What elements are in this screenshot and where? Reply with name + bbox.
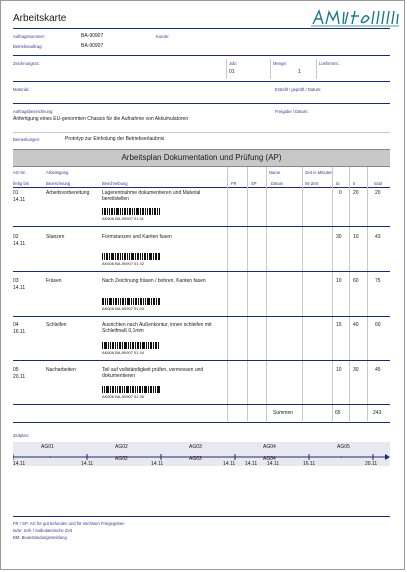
divider (270, 59, 271, 79)
row-rule (13, 271, 390, 272)
tl-date-7: 16.11 (303, 461, 316, 467)
row-1-code: AK606 BA-90907 01 01 (102, 216, 145, 221)
tl-date-4: 14.11 (223, 461, 236, 467)
col-arbeitsgang: Arbeitsgang (46, 170, 69, 175)
col-bezeichnung: Bezeichnung (46, 181, 71, 186)
row-2-date: 14.11 (13, 241, 26, 247)
row-2-ta: 30 (336, 234, 342, 240)
row-rule (13, 226, 390, 227)
col-ta: ta (336, 181, 340, 186)
summen-ta: 65 (335, 410, 341, 416)
betriebsauftrag-value: BA-90907 (81, 43, 104, 49)
bemerkungen-label: Bemerkungen: (13, 137, 41, 142)
row-rule (13, 360, 390, 361)
row-3-total: 75 (375, 278, 381, 284)
rule-4 (13, 132, 390, 133)
kunde-label: Kunde: (156, 34, 170, 39)
row-1-beschreibung: Lagerentnahme dokumentieren und Material bereitstellen (102, 190, 201, 203)
row-2-bezeichnung: Stanzen (46, 234, 65, 240)
rule-3 (13, 103, 390, 104)
summen-label: Summen (273, 410, 294, 416)
col-divider (367, 167, 368, 421)
row-4-date: 16.11 (13, 329, 26, 335)
row-2-tr: 10 (353, 234, 359, 240)
row-4-barcode (102, 342, 160, 349)
auftragsnummer-label: Auftragsnummer: (13, 34, 46, 39)
page-title: Arbeitskarte (13, 13, 67, 24)
col-tr: tr (353, 181, 356, 186)
header-rule (13, 187, 390, 188)
row-5-tr: 30 (353, 367, 359, 373)
row-3-tr: 60 (353, 278, 359, 284)
row-3-nr: 03 (13, 278, 19, 284)
col-divider (302, 167, 303, 421)
row-3-bezeichnung: Fräsen (46, 278, 62, 284)
col-name: Name (269, 170, 281, 175)
table-end-rule (13, 422, 390, 423)
row-5-code: AK606 BA-90907 01 05 (102, 394, 145, 399)
row-3-beschreibung: Nach Zeichnung fräsen / bohren, Kanten fasen (102, 278, 206, 284)
row-5-total: 45 (375, 367, 381, 373)
bemerkungen-value: Prototyp zur Einholung der Betriebserlaubnis (65, 136, 165, 142)
row-1-ta: 0 (339, 190, 342, 196)
tl-ag-top-3: AG04 (263, 444, 276, 450)
col-ag-nr: AG-Nr. (13, 170, 26, 175)
auftragsbezeichnung-label: Auftragsbezeichnung: (13, 109, 54, 114)
menge-value: 1 (298, 69, 301, 75)
row-4-beschreibung: Ausrichten nach Außenkontur, innen schleifen mit Schleifmaß 0,1mm (102, 322, 212, 335)
tl-date-1: 14.11 (13, 461, 26, 467)
footer-line-2: ta/te: Soll- / Kalkulatorische Zeit (13, 528, 72, 533)
tl-date-3: 14.11 (151, 461, 164, 467)
rule-2 (13, 81, 390, 82)
footer-line-3: BM: Beanstandungsmeldung (13, 535, 67, 540)
row-1-nr: 01 (13, 190, 19, 196)
row-4-total: 60 (375, 322, 381, 328)
company-logo (311, 8, 399, 28)
tl-date-8: 20.11 (365, 461, 378, 467)
row-rule (13, 316, 390, 317)
row-5-bezeichnung: Nacharbeiten (46, 367, 76, 373)
row-2-beschreibung: Formstanzen und Kanten fasen (102, 234, 172, 240)
row-1-barcode (102, 208, 160, 215)
divider (226, 59, 227, 79)
row-2-barcode (102, 253, 160, 260)
plan-title: Arbeitsplan Dokumentation und Prüfung (AP) (121, 153, 282, 162)
material-label: Material: (13, 87, 30, 92)
menge-label: Menge: (273, 61, 287, 66)
tl-ag-bottom-3: AG04 (263, 456, 276, 462)
row-4-tr: 40 (353, 322, 359, 328)
col-beschreibung: Beschreibung (102, 181, 128, 186)
tl-date-5: 14.11 (245, 461, 258, 467)
col-fr: FR (231, 181, 237, 186)
col-divider (332, 167, 333, 421)
tl-date-6: 14.11 (267, 461, 280, 467)
col-zeit-in-minuten: Zeit in Minuten (305, 170, 333, 175)
col-divider (247, 167, 248, 421)
tl-ag-bottom-1: AG02 (115, 456, 128, 462)
plan-title-bar (13, 149, 390, 167)
rule-1 (13, 55, 390, 56)
row-1-total: 20 (375, 190, 381, 196)
row-3-date: 14.11 (13, 285, 26, 291)
row-3-barcode (102, 298, 160, 305)
zeitplan-label: Zeitplan: (13, 433, 30, 438)
tl-ag-top-x: AG02 (115, 444, 128, 450)
job-value: 01 (229, 69, 235, 75)
footer-rule (13, 516, 390, 517)
col-divider (349, 167, 350, 421)
col-divider (227, 167, 228, 421)
col-ist-zeit: Ist-Zeit (305, 181, 318, 186)
tl-ag-bottom-2: AG03 (189, 456, 202, 462)
losformnr-label: Losformnr.: (319, 61, 340, 66)
zeichnungsnr-label: Zeichnungsnr.: (13, 61, 41, 66)
row-5-barcode (102, 386, 160, 393)
auftragsbezeichnung-value: Anfertigung eines EU-genormten Chassis für die Aufnahme von Akkumulatoren (13, 116, 189, 122)
row-rule (13, 404, 390, 405)
betriebsauftrag-label: Betriebsauftrag: (13, 44, 43, 49)
col-total: total (374, 181, 382, 186)
col-divider (266, 167, 267, 421)
row-2-total: 43 (375, 234, 381, 240)
job-label: Job: (229, 61, 237, 66)
title-rule (13, 28, 390, 29)
divider (316, 59, 317, 79)
row-2-nr: 02 (13, 234, 19, 240)
col-datum: Datum (271, 181, 284, 186)
row-5-date: 20.11 (13, 374, 26, 380)
row-3-ta: 10 (336, 278, 342, 284)
tl-date-2: 14.11 (81, 461, 94, 467)
tl-ag-top-1: AG01 (41, 444, 54, 450)
col-fertig-bis: fertig bis (13, 181, 29, 186)
row-4-ta: 15 (336, 322, 342, 328)
auftragsnummer-value: BA-90907 (81, 33, 104, 39)
row-1-tr: 20 (353, 190, 359, 196)
tl-ag-top-4: AG05 (337, 444, 350, 450)
row-4-nr: 04 (13, 322, 19, 328)
row-1-bezeichnung: Arbeitsvorbereitung (46, 190, 90, 196)
freigabe-label: Freigabe / Datum: (275, 109, 309, 114)
tl-ag-top-2: AG03 (189, 444, 202, 450)
erstellt-label: Erstellt / geprüft / Datum: (275, 87, 322, 92)
row-5-nr: 05 (13, 367, 19, 373)
row-3-code: AK606 BA-90907 01 03 (102, 306, 145, 311)
row-1-date: 14.11 (13, 197, 26, 203)
row-5-ta: 10 (336, 367, 342, 373)
footer-line-1: FR / SP: AG für gut befunden und für nächsten Freigegeben (13, 521, 125, 526)
col-sp: SP (251, 181, 257, 186)
row-4-bezeichnung: Schleifen (46, 322, 67, 328)
summen-total: 243 (373, 410, 382, 416)
row-5-beschreibung: Teil auf vollständigkeit prüfen, vermessen und dokumentieren (102, 367, 204, 380)
row-2-code: AK606 BA-90907 01 02 (102, 261, 145, 266)
row-4-code: AK606 BA-90907 01 04 (102, 350, 145, 355)
